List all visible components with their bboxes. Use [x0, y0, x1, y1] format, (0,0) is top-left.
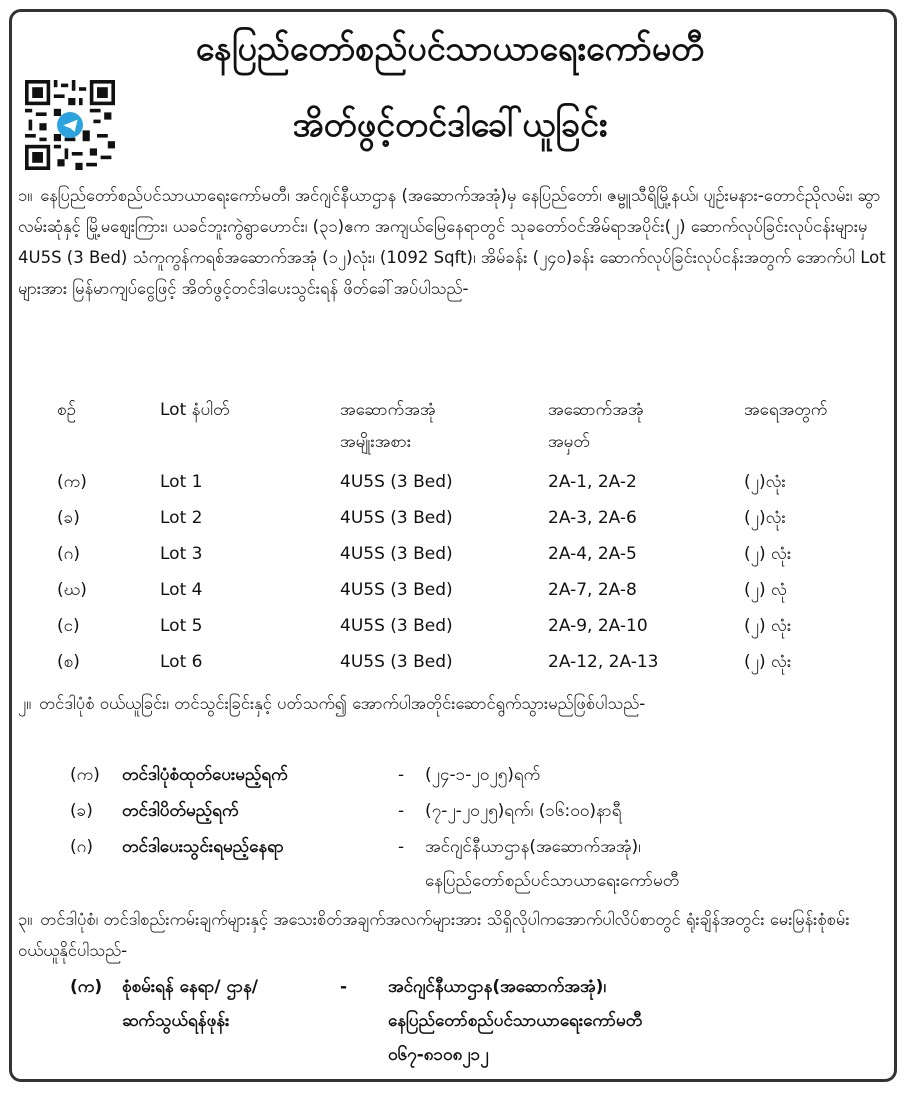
- schedule-value-line2: နေပြည်တော်စည်ပင်သာယာရေးကော်မတီ: [425, 871, 680, 891]
- schedule-label: တင်ဒါပေးသွင်းရမည့်နေရာ: [122, 837, 284, 857]
- cell-building-no: 2A-4, 2A-5: [548, 544, 637, 564]
- header-type-line2: အမျိုးအစား: [340, 432, 412, 452]
- cell-building-no: 2A-3, 2A-6: [548, 508, 637, 528]
- paragraph-2: [18, 688, 888, 719]
- cell-count: (၂)လုံး: [744, 472, 786, 492]
- cell-count: (၂) လုံး: [744, 544, 792, 564]
- paragraph-number: ၁။: [18, 186, 33, 205]
- cell-type: 4U5S (3 Bed): [340, 472, 453, 492]
- header-lot: Lot နံပါတ်: [160, 400, 230, 420]
- cell-lot: Lot 4: [160, 580, 203, 600]
- cell-building-no: 2A-9, 2A-10: [548, 616, 648, 636]
- cell-no: (ခ): [57, 508, 80, 528]
- paragraph-text: နေပြည်တော်စည်ပင်သာယာရေးကော်မတီ၊ အင်ဂျင်နီယာဌာန (အဆောက်အအုံ)မှ နေပြည်တော်၊ ဇမ္ဗူသီရိမြို့နယ်၊ ပျဉ်းမနား-တောင်ညိုလမ်း၊ ဆွာလမ်းဆုံနှင့် မြို့မဈေးကြား၊ ယခင်ဘူးကွဲရွာဟောင်း၊ (၃၁)ဧက အကျယ်မြေနေရာတွင် သုခတော်ဝင်အိမ်ရာအပိုင်း(၂) ဆောက်လုပ်ခြင်းလုပ်ငန်းများမှ 4U5S (3 Bed) သံကူကွန်ကရစ်အဆောက်အအုံ (၁၂)လုံး၊ (1092 Sqft)၊ အိမ်ခန်း (၂၄၀)ခန်း ဆောက်လုပ်ခြင်းလုပ်ငန်းအတွက် အောက်ပါ Lot များအား မြန်မာကျပ်ငွေဖြင့် အိတ်ဖွင့်တင်ဒါပေးသွင်းရန် ဖိတ်ခေါ်အပ်ပါသည်-: [18, 186, 886, 298]
- qr-code-icon: [24, 80, 116, 170]
- cell-type: 4U5S (3 Bed): [340, 652, 453, 672]
- header-building-no-line2: အမှတ်: [548, 432, 590, 452]
- schedule-label: တင်ဒါပိတ်မည့်ရက်: [122, 801, 239, 821]
- committee-title: နေပြည်တော်စည်ပင်သာယာရေးကော်မတီ: [195, 29, 705, 69]
- paragraph-text: တင်ဒါပုံစံ ဝယ်ယူခြင်း၊ တင်သွင်းခြင်းနှင့် ပတ်သက်၍ အောက်ပါအတိုင်းဆောင်ရွက်သွားမည်ဖြစ်ပါသည်-: [39, 694, 646, 713]
- cell-lot: Lot 2: [160, 508, 203, 528]
- header-no: စဉ်: [57, 400, 76, 420]
- schedule-label: တင်ဒါပုံစံထုတ်ပေးမည့်ရက်: [122, 765, 288, 785]
- cell-lot: Lot 1: [160, 472, 203, 492]
- cell-type: 4U5S (3 Bed): [340, 616, 453, 636]
- schedule-value: (၇-၂-၂၀၂၅)ရက်၊ (၁၆:၀၀)နာရီ: [425, 801, 622, 821]
- tender-title: အိတ်ဖွင့်တင်ဒါခေါ်ယူခြင်း: [292, 105, 608, 145]
- paragraph-number: ၃။: [18, 910, 33, 929]
- cell-no: (ဂ): [57, 544, 80, 564]
- cell-type: 4U5S (3 Bed): [340, 544, 453, 564]
- header-count: အရေအတွက်: [744, 400, 828, 420]
- contact-department: အင်ဂျင်နီယာဌာန(အဆောက်အအုံ)၊: [388, 977, 607, 997]
- schedule-no: (ခ): [70, 801, 93, 821]
- cell-type: 4U5S (3 Bed): [340, 580, 453, 600]
- schedule-value: အင်ဂျင်နီယာဌာန(အဆောက်အအုံ)၊: [425, 837, 641, 857]
- cell-no: (က): [57, 472, 87, 492]
- cell-count: (၂) လုံး: [744, 616, 792, 636]
- paragraph-1: [18, 180, 888, 304]
- schedule-dash: -: [398, 801, 405, 821]
- cell-lot: Lot 3: [160, 544, 203, 564]
- cell-count: (၂)လုံး: [744, 508, 786, 528]
- contact-dash: -: [340, 977, 348, 997]
- schedule-dash: -: [398, 765, 405, 785]
- paragraph-3: [18, 904, 888, 966]
- paragraph-number: ၂။: [18, 694, 32, 713]
- cell-building-no: 2A-7, 2A-8: [548, 580, 637, 600]
- cell-no: (ဃ): [57, 580, 87, 600]
- schedule-value: (၂၄-၁-၂၀၂၅)ရက်: [425, 765, 541, 785]
- cell-no: (စ): [57, 652, 80, 672]
- cell-no: (င): [57, 616, 80, 636]
- cell-lot: Lot 6: [160, 652, 203, 672]
- contact-label-line2: ဆက်သွယ်ရန်ဖုန်း: [122, 1011, 230, 1031]
- contact-label: စုံစမ်းရန် နေရာ/ ဌာန/: [122, 977, 258, 997]
- schedule-no: (က): [70, 765, 100, 785]
- header-type: အဆောက်အအုံ: [340, 400, 436, 420]
- header-building-no: အဆောက်အအုံ: [548, 400, 644, 420]
- contact-no: (က): [70, 977, 103, 997]
- cell-building-no: 2A-12, 2A-13: [548, 652, 659, 672]
- paragraph-text: တင်ဒါပုံစံ၊ တင်ဒါစည်းကမ်းချက်များနှင့် အသေးစိတ်အချက်အလက်များအား သိရှိလိုပါကအောက်ပါလိပ်စာတွင် ရုံးချိန်အတွင်း မေးမြန်းစုံစမ်းဝယ်ယူနိုင်ပါသည်-: [18, 910, 850, 960]
- contact-phone: ၀၆၇-၈၁၀၈၂၁၂: [388, 1045, 489, 1065]
- cell-building-no: 2A-1, 2A-2: [548, 472, 637, 492]
- contact-organization: နေပြည်တော်စည်ပင်သာယာရေးကော်မတီ: [388, 1011, 643, 1031]
- cell-type: 4U5S (3 Bed): [340, 508, 453, 528]
- schedule-no: (ဂ): [70, 837, 93, 857]
- cell-count: (၂) လုံ: [744, 580, 787, 600]
- cell-count: (၂) လုံး: [744, 652, 792, 672]
- cell-lot: Lot 5: [160, 616, 203, 636]
- schedule-dash: -: [398, 837, 405, 857]
